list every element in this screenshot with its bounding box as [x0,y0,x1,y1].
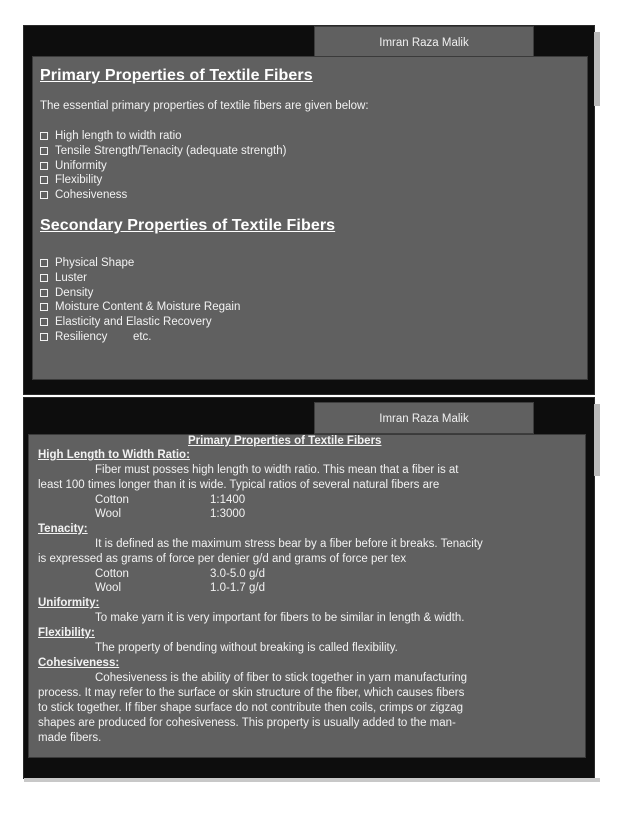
list-item: High length to width ratio [40,129,286,144]
checkbox-icon [40,191,48,199]
checkbox-icon [40,259,48,267]
checkbox-icon [40,132,48,140]
list-item: Resiliency etc. [40,330,240,345]
cohesiveness-heading: Cohesiveness: [38,657,120,669]
intro-text: The essential primary properties of textile fibers are given below: [40,100,369,112]
author-label: Imran Raza Malik [314,402,534,434]
ratio-fiber: Wool [95,508,121,520]
slide-property-details [24,398,594,778]
paragraph-line: To make yarn it is very important for fibers to be similar in length & width. [95,612,465,624]
tenacity-fiber: Cotton [95,568,129,580]
author-label: Imran Raza Malik [314,26,534,58]
details-title: Primary Properties of Textile Fibers [188,435,382,447]
list-item: Uniformity [40,159,286,174]
list-item: Cohesiveness [40,188,286,203]
paragraph-line: Cohesiveness is the ability of fiber to stick together in yarn manufacturing [95,672,468,684]
slide-bottom-bar [24,778,600,782]
paragraph-line: least 100 times longer than it is wide. Typical ratios of several natural fibers are [38,479,440,491]
tenacity-value: 3.0-5.0 g/d [210,568,265,580]
checkbox-icon [40,318,48,326]
list-item: Moisture Content & Moisture Regain [40,300,240,315]
ratio-value: 1:3000 [210,508,246,520]
list-item: Flexibility [40,173,286,188]
content-panel [32,56,588,380]
paragraph-line: shapes are produced for cohesiveness. This property is usually added to the man- [38,717,456,729]
paragraph-line: It is defined as the maximum stress bear by a fiber before it breaks. Tenacity [95,538,483,550]
paragraph-line: is expressed as grams of force per denier g/d and grams of force per tex [38,553,407,565]
primary-list [40,129,286,203]
slide-edge-bar [594,404,600,476]
checkbox-icon [40,333,48,341]
slide-primary-secondary [24,26,594,394]
list-item: Density [40,286,240,301]
paragraph-line: to stick together. If fiber shape surface do not contribute then coils, crimps or zigzag [38,702,464,714]
ratio-value: 1:1400 [210,494,246,506]
tenacity-heading: Tenacity: [38,523,88,535]
primary-heading: Primary Properties of Textile Fibers [40,67,313,84]
tenacity-value: 1.0-1.7 g/d [210,582,265,594]
tenacity-fiber: Wool [95,582,121,594]
checkbox-icon [40,147,48,155]
paragraph-line: process. It may refer to the surface or skin structure of the fiber, which causes fibers [38,687,465,699]
ratio-fiber: Cotton [95,494,129,506]
checkbox-icon [40,303,48,311]
secondary-list [40,256,240,345]
checkbox-icon [40,289,48,297]
list-item: Luster [40,271,240,286]
checkbox-icon [40,176,48,184]
paragraph-line: made fibers. [38,732,102,744]
secondary-heading: Secondary Properties of Textile Fibers [40,217,336,234]
slide-edge-bar [594,32,600,106]
uniformity-heading: Uniformity: [38,597,100,609]
flexibility-heading: Flexibility: [38,627,95,639]
paragraph-line: Fiber must posses high length to width ratio. This mean that a fiber is at [95,464,459,476]
content-panel [28,434,586,758]
paragraph-line: The property of bending without breaking is called flexibility. [95,642,398,654]
list-item: Elasticity and Elastic Recovery [40,315,240,330]
length-heading: High Length to Width Ratio: [38,449,190,461]
checkbox-icon [40,274,48,282]
list-item: Tensile Strength/Tenacity (adequate strength) [40,144,286,159]
list-item: Physical Shape [40,256,240,271]
checkbox-icon [40,162,48,170]
